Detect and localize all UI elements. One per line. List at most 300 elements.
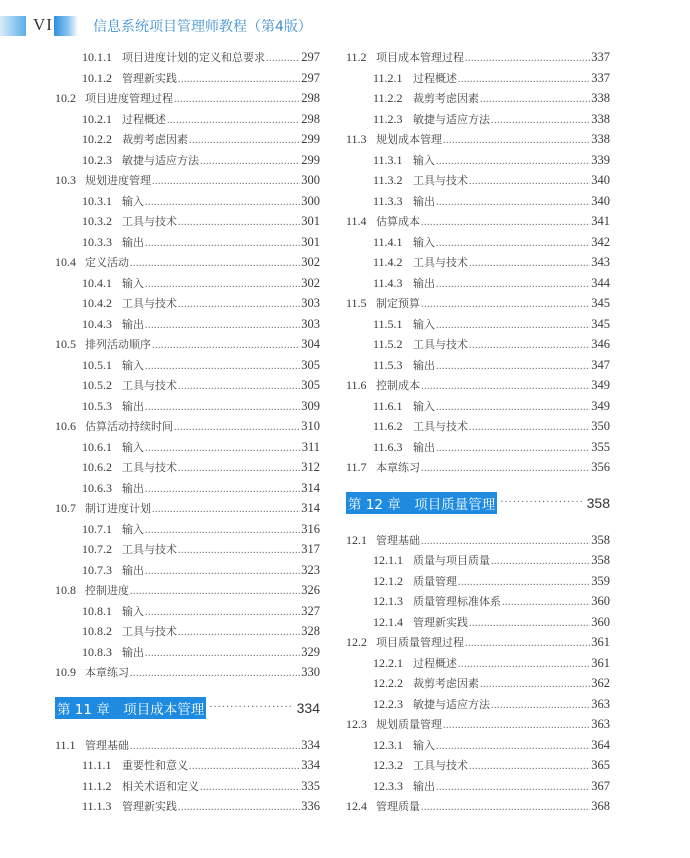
dot-leader <box>436 152 590 171</box>
dot-leader <box>145 398 300 417</box>
toc-entry[interactable] <box>346 416 610 437</box>
section-title: 输入 <box>413 399 435 413</box>
section-page: 305 <box>301 378 320 392</box>
dot-leader <box>465 49 590 68</box>
dot-leader <box>145 480 300 499</box>
toc-entry[interactable] <box>55 642 320 663</box>
section-number: 12.1.1 <box>373 553 403 567</box>
dot-leader <box>421 377 590 396</box>
section-number: 10.4.3 <box>82 316 112 331</box>
dot-leader <box>145 316 300 335</box>
dot-leader <box>436 357 590 376</box>
section-title: 质量与项目质量 <box>413 554 490 567</box>
section-title: 输入 <box>122 604 144 618</box>
section-number: 10.1.2 <box>82 70 112 85</box>
dot-leader <box>458 573 590 592</box>
section-page: 338 <box>591 132 610 146</box>
page-number: VI <box>33 15 53 34</box>
section-page: 316 <box>301 521 320 536</box>
section-number: 11.5.3 <box>373 357 403 372</box>
dot-leader <box>469 757 590 776</box>
toc-entry[interactable] <box>346 457 610 478</box>
toc-entry[interactable] <box>346 714 610 735</box>
section-page: 356 <box>591 460 610 474</box>
toc-entry[interactable] <box>346 68 610 89</box>
section-title: 质量管理标准体系 <box>413 595 501 608</box>
book-title: 信息系统项目管理师教程（第4版） <box>93 19 312 35</box>
toc-entry[interactable] <box>55 150 320 171</box>
toc-entry[interactable] <box>55 560 320 581</box>
section-number: 10.4 <box>55 255 76 269</box>
section-title: 工具与技术 <box>122 543 177 556</box>
dot-leader <box>421 213 590 232</box>
toc-entry[interactable] <box>346 334 610 355</box>
dot-leader <box>502 593 590 612</box>
section-title: 过程概述 <box>122 112 166 126</box>
toc-entry[interactable] <box>55 273 320 294</box>
section-title: 输入 <box>413 317 435 331</box>
section-title: 估算活动持续时间 <box>85 420 173 433</box>
section-number: 11.6.3 <box>373 439 403 454</box>
section-page: 314 <box>301 480 320 495</box>
section-title: 过程概述 <box>413 656 457 670</box>
dot-leader <box>178 798 300 817</box>
dot-leader <box>130 582 300 601</box>
toc-entry[interactable] <box>346 735 610 756</box>
dot-leader <box>145 234 300 253</box>
toc-entry[interactable] <box>346 612 610 633</box>
dot-leader <box>145 193 300 212</box>
section-title: 裁剪考虑因素 <box>413 92 479 105</box>
dot-leader <box>152 336 300 355</box>
section-page: 343 <box>591 255 610 269</box>
dot-leader <box>266 49 300 68</box>
section-page: 345 <box>591 296 610 310</box>
section-page: 341 <box>591 214 610 228</box>
section-page: 297 <box>301 50 320 64</box>
dot-leader <box>178 541 300 560</box>
section-number: 10.9 <box>55 665 76 679</box>
section-title: 控制进度 <box>85 584 129 597</box>
toc-entry[interactable] <box>55 293 320 314</box>
section-page: 360 <box>591 614 610 629</box>
section-page: 300 <box>301 193 320 208</box>
toc-entry[interactable] <box>346 550 610 571</box>
dot-leader <box>152 500 300 519</box>
toc-entry[interactable] <box>55 170 320 191</box>
section-title: 输入 <box>122 358 144 372</box>
dot-leader <box>145 439 301 458</box>
toc-entry[interactable] <box>55 355 320 376</box>
toc-list-top <box>346 47 610 478</box>
toc-entry[interactable] <box>55 232 320 253</box>
section-title: 输出 <box>122 563 144 577</box>
dot-leader <box>469 254 590 273</box>
section-title: 控制成本 <box>376 379 420 392</box>
section-page: 340 <box>591 193 610 208</box>
section-page: 303 <box>301 316 320 331</box>
section-title: 输出 <box>413 276 435 290</box>
section-number: 11.5.1 <box>373 316 403 331</box>
section-number: 12.1.2 <box>373 573 403 588</box>
dot-leader <box>421 798 590 817</box>
toc-entry[interactable] <box>55 252 320 273</box>
section-page: 338 <box>591 111 610 126</box>
toc-entry[interactable] <box>346 252 610 273</box>
toc-entry[interactable] <box>55 796 320 817</box>
dot-leader <box>145 275 300 294</box>
dot-leader <box>436 778 590 797</box>
toc-entry[interactable] <box>346 396 610 417</box>
dot-leader <box>480 675 590 694</box>
section-number: 10.2.3 <box>82 152 112 167</box>
section-number: 11.5 <box>346 296 367 310</box>
section-title: 输出 <box>122 317 144 331</box>
section-page: 311 <box>301 439 320 454</box>
section-page: 334 <box>301 758 320 772</box>
toc-entry[interactable] <box>346 591 610 612</box>
section-title: 规划质量管理 <box>376 718 442 731</box>
dot-leader <box>443 716 590 735</box>
dot-leader <box>178 295 300 314</box>
toc-entry[interactable] <box>346 355 610 376</box>
section-title: 管理基础 <box>85 738 129 752</box>
section-page: 340 <box>591 173 610 187</box>
section-number: 11.2 <box>346 50 367 64</box>
section-title: 工具与技术 <box>122 461 177 474</box>
section-title: 规划进度管理 <box>85 174 151 187</box>
toc-entry[interactable] <box>346 694 610 715</box>
section-number: 11.2.1 <box>373 70 403 85</box>
toc-entry[interactable] <box>346 47 610 68</box>
section-number: 10.8.1 <box>82 603 112 618</box>
dot-leader <box>491 111 590 130</box>
toc-entry[interactable] <box>55 416 320 437</box>
toc-entry[interactable] <box>346 314 610 335</box>
toc-entry[interactable] <box>55 437 320 458</box>
toc-list-bottom <box>346 530 610 817</box>
section-page: 305 <box>301 357 320 372</box>
section-title: 管理新实践 <box>413 615 468 629</box>
dot-leader <box>200 152 300 171</box>
section-page: 330 <box>301 665 320 679</box>
dot-leader <box>189 131 300 150</box>
section-number: 12.4 <box>346 799 367 813</box>
section-page: 349 <box>591 398 610 413</box>
section-title: 管理基础 <box>376 533 420 547</box>
toc-entry[interactable] <box>346 211 610 232</box>
toc-entry[interactable] <box>346 273 610 294</box>
section-number: 11.4.3 <box>373 275 403 290</box>
chapter-page: 334 <box>296 699 320 716</box>
section-title: 重要性和意义 <box>122 759 188 772</box>
section-page: 312 <box>301 460 320 474</box>
toc-entry[interactable] <box>346 632 610 653</box>
dot-leader <box>436 439 590 458</box>
dot-leader <box>469 418 590 437</box>
section-page: 323 <box>301 562 320 577</box>
section-page: 342 <box>591 234 610 249</box>
section-number: 12.1 <box>346 532 367 547</box>
section-number: 10.7 <box>55 501 76 515</box>
toc-entry[interactable] <box>346 191 610 212</box>
toc-entry[interactable] <box>346 437 610 458</box>
toc-entry[interactable] <box>55 478 320 499</box>
section-title: 相关术语和定义 <box>122 779 199 793</box>
toc-entry[interactable] <box>346 653 610 674</box>
toc-entry[interactable] <box>55 334 320 355</box>
section-number: 10.7.1 <box>82 521 112 536</box>
section-number: 10.2.1 <box>82 111 112 126</box>
toc-entry[interactable] <box>346 530 610 551</box>
section-title: 输出 <box>122 645 144 659</box>
section-title: 工具与技术 <box>122 297 177 310</box>
section-title: 工具与技术 <box>413 174 468 187</box>
section-page: 367 <box>591 778 610 793</box>
section-number: 10.5.3 <box>82 398 112 413</box>
section-number: 10.3.2 <box>82 214 112 228</box>
section-title: 管理质量 <box>376 800 420 813</box>
section-page: 300 <box>301 173 320 187</box>
dot-leader <box>421 295 590 314</box>
toc-entry[interactable] <box>346 375 610 396</box>
dot-leader <box>145 357 300 376</box>
toc-entry[interactable] <box>55 375 320 396</box>
section-page: 361 <box>591 635 610 649</box>
section-page: 336 <box>301 799 320 813</box>
section-number: 11.1 <box>55 737 76 752</box>
section-number: 10.6 <box>55 419 76 433</box>
toc-entry[interactable] <box>55 519 320 540</box>
section-title: 过程概述 <box>413 71 457 85</box>
section-number: 12.2.1 <box>373 655 403 670</box>
section-page: 304 <box>301 337 320 351</box>
toc-entry[interactable] <box>346 776 610 797</box>
toc-entry[interactable] <box>55 776 320 797</box>
dot-leader <box>469 172 590 191</box>
section-number: 12.3.2 <box>373 758 403 772</box>
section-number: 11.3.3 <box>373 193 403 208</box>
toc-entry[interactable] <box>55 47 320 68</box>
section-title: 本章练习 <box>376 461 420 474</box>
section-title: 项目进度计划的定义和总要求 <box>122 51 265 64</box>
section-page: 337 <box>591 50 610 64</box>
section-page: 346 <box>591 337 610 351</box>
section-number: 10.1.1 <box>82 50 112 64</box>
dot-leader <box>469 614 590 633</box>
section-title: 估算成本 <box>376 215 420 228</box>
dot-leader <box>174 418 300 437</box>
section-number: 11.3.2 <box>373 173 403 187</box>
toc-entry[interactable] <box>55 396 320 417</box>
section-title: 制定预算 <box>376 297 420 310</box>
toc-entry[interactable] <box>346 129 610 150</box>
section-title: 工具与技术 <box>122 625 177 638</box>
section-title: 裁剪考虑因素 <box>413 677 479 690</box>
dot-leader <box>458 655 590 674</box>
section-page: 350 <box>591 419 610 433</box>
section-number: 10.8.3 <box>82 644 112 659</box>
section-page: 299 <box>301 152 320 167</box>
toc-entry[interactable] <box>346 150 610 171</box>
section-number: 11.1.2 <box>82 778 112 793</box>
dot-leader <box>178 623 300 642</box>
section-title: 敏捷与适应方法 <box>122 153 199 167</box>
dot-leader <box>145 562 300 581</box>
section-page: 347 <box>591 357 610 372</box>
dot-leader <box>436 398 590 417</box>
section-title: 工具与技术 <box>413 759 468 772</box>
section-title: 工具与技术 <box>413 256 468 269</box>
section-title: 输入 <box>122 522 144 536</box>
dot-leader <box>500 497 583 508</box>
section-page: 301 <box>301 234 320 249</box>
section-page: 344 <box>591 275 610 290</box>
section-number: 12.1.4 <box>373 614 403 629</box>
section-title: 输出 <box>413 440 435 454</box>
toc-entry[interactable] <box>55 314 320 335</box>
toc-entry[interactable] <box>55 109 320 130</box>
section-number: 12.2 <box>346 635 367 649</box>
section-number: 11.2.3 <box>373 111 403 126</box>
section-number: 10.5 <box>55 337 76 351</box>
toc-entry[interactable] <box>55 129 320 150</box>
section-page: 334 <box>301 737 320 752</box>
section-title: 输出 <box>122 235 144 249</box>
section-title: 工具与技术 <box>413 420 468 433</box>
section-number: 10.2 <box>55 91 76 105</box>
dot-leader <box>189 757 300 776</box>
toc-column-left <box>55 47 320 817</box>
section-number: 10.3.1 <box>82 193 112 208</box>
section-title: 项目质量管理过程 <box>376 636 464 649</box>
section-number: 11.6.2 <box>373 419 403 433</box>
section-title: 输入 <box>122 440 144 454</box>
section-title: 管理新实践 <box>122 800 177 813</box>
toc-entry[interactable] <box>346 571 610 592</box>
toc-entry[interactable] <box>55 88 320 109</box>
section-title: 输入 <box>413 235 435 249</box>
section-number: 10.4.2 <box>82 296 112 310</box>
toc-entry[interactable] <box>55 539 320 560</box>
section-title: 输入 <box>122 276 144 290</box>
section-title: 制订进度计划 <box>85 502 151 515</box>
section-number: 10.6.2 <box>82 460 112 474</box>
toc-entry[interactable] <box>55 621 320 642</box>
header-decor-bar-left <box>0 16 26 36</box>
toc-entry[interactable] <box>55 755 320 776</box>
section-number: 10.4.1 <box>82 275 112 290</box>
toc-entry[interactable] <box>346 88 610 109</box>
section-title: 裁剪考虑因素 <box>122 133 188 146</box>
dot-leader <box>178 377 300 396</box>
toc-entry[interactable] <box>55 68 320 89</box>
dot-leader <box>436 275 590 294</box>
chapter-heading-12[interactable] <box>346 492 610 514</box>
toc-entry[interactable] <box>55 211 320 232</box>
page-header <box>0 0 690 44</box>
toc-entry[interactable] <box>346 673 610 694</box>
dot-leader <box>480 90 590 109</box>
chapter-title[interactable]: 第 11 章 项目成本管理 <box>55 697 206 719</box>
dot-leader <box>167 111 300 130</box>
section-page: 337 <box>591 70 610 85</box>
toc-entry[interactable] <box>346 170 610 191</box>
section-page: 298 <box>301 111 320 126</box>
section-page: 364 <box>591 737 610 752</box>
chapter-heading-11[interactable] <box>55 697 320 719</box>
dot-leader <box>209 702 293 713</box>
toc-entry[interactable] <box>55 191 320 212</box>
section-title: 敏捷与适应方法 <box>413 697 490 711</box>
toc-entry[interactable] <box>55 498 320 519</box>
section-page: 310 <box>301 419 320 433</box>
section-title: 输出 <box>122 481 144 495</box>
toc-entry[interactable] <box>55 457 320 478</box>
dot-leader <box>491 696 590 715</box>
toc-entry[interactable] <box>55 735 320 756</box>
section-title: 排列活动顺序 <box>85 338 151 351</box>
section-number: 12.3.1 <box>373 737 403 752</box>
section-number: 10.6.1 <box>82 439 112 454</box>
toc-entry[interactable] <box>346 109 610 130</box>
section-title: 本章练习 <box>85 666 129 679</box>
chapter-title[interactable]: 第 12 章 项目质量管理 <box>346 492 497 514</box>
section-page: 298 <box>301 91 320 105</box>
toc-entry[interactable] <box>346 293 610 314</box>
toc-entry[interactable] <box>55 662 320 683</box>
toc-entry[interactable] <box>55 580 320 601</box>
section-page: 358 <box>591 532 610 547</box>
chapter-page: 358 <box>586 494 610 511</box>
dot-leader <box>469 336 590 355</box>
dot-leader <box>436 737 590 756</box>
dot-leader <box>200 778 300 797</box>
section-number: 12.2.2 <box>373 676 403 690</box>
section-number: 12.2.3 <box>373 696 403 711</box>
section-page: 303 <box>301 296 320 310</box>
section-title: 项目成本管理过程 <box>376 51 464 64</box>
toc-entry[interactable] <box>346 232 610 253</box>
section-page: 365 <box>591 758 610 772</box>
dot-leader <box>421 532 590 551</box>
dot-leader <box>436 316 590 335</box>
section-number: 10.8 <box>55 583 76 597</box>
toc-list-top <box>55 47 320 683</box>
section-title: 定义活动 <box>85 256 129 269</box>
dot-leader <box>421 459 590 478</box>
section-number: 12.3 <box>346 717 367 731</box>
section-page: 326 <box>301 583 320 597</box>
section-number: 11.4 <box>346 214 367 228</box>
toc-column-right <box>346 47 610 817</box>
section-number: 10.6.3 <box>82 480 112 495</box>
section-number: 10.2.2 <box>82 132 112 146</box>
toc-entry[interactable] <box>346 796 610 817</box>
dot-leader <box>436 193 590 212</box>
toc-entry[interactable] <box>346 755 610 776</box>
section-number: 11.3 <box>346 132 367 146</box>
toc-entry[interactable] <box>55 601 320 622</box>
section-number: 11.6 <box>346 378 367 392</box>
section-page: 360 <box>591 594 610 608</box>
section-page: 339 <box>591 152 610 167</box>
section-page: 314 <box>301 501 320 515</box>
section-title: 项目进度管理过程 <box>85 92 173 105</box>
section-page: 345 <box>591 316 610 331</box>
dot-leader <box>178 70 300 89</box>
section-title: 输出 <box>413 194 435 208</box>
